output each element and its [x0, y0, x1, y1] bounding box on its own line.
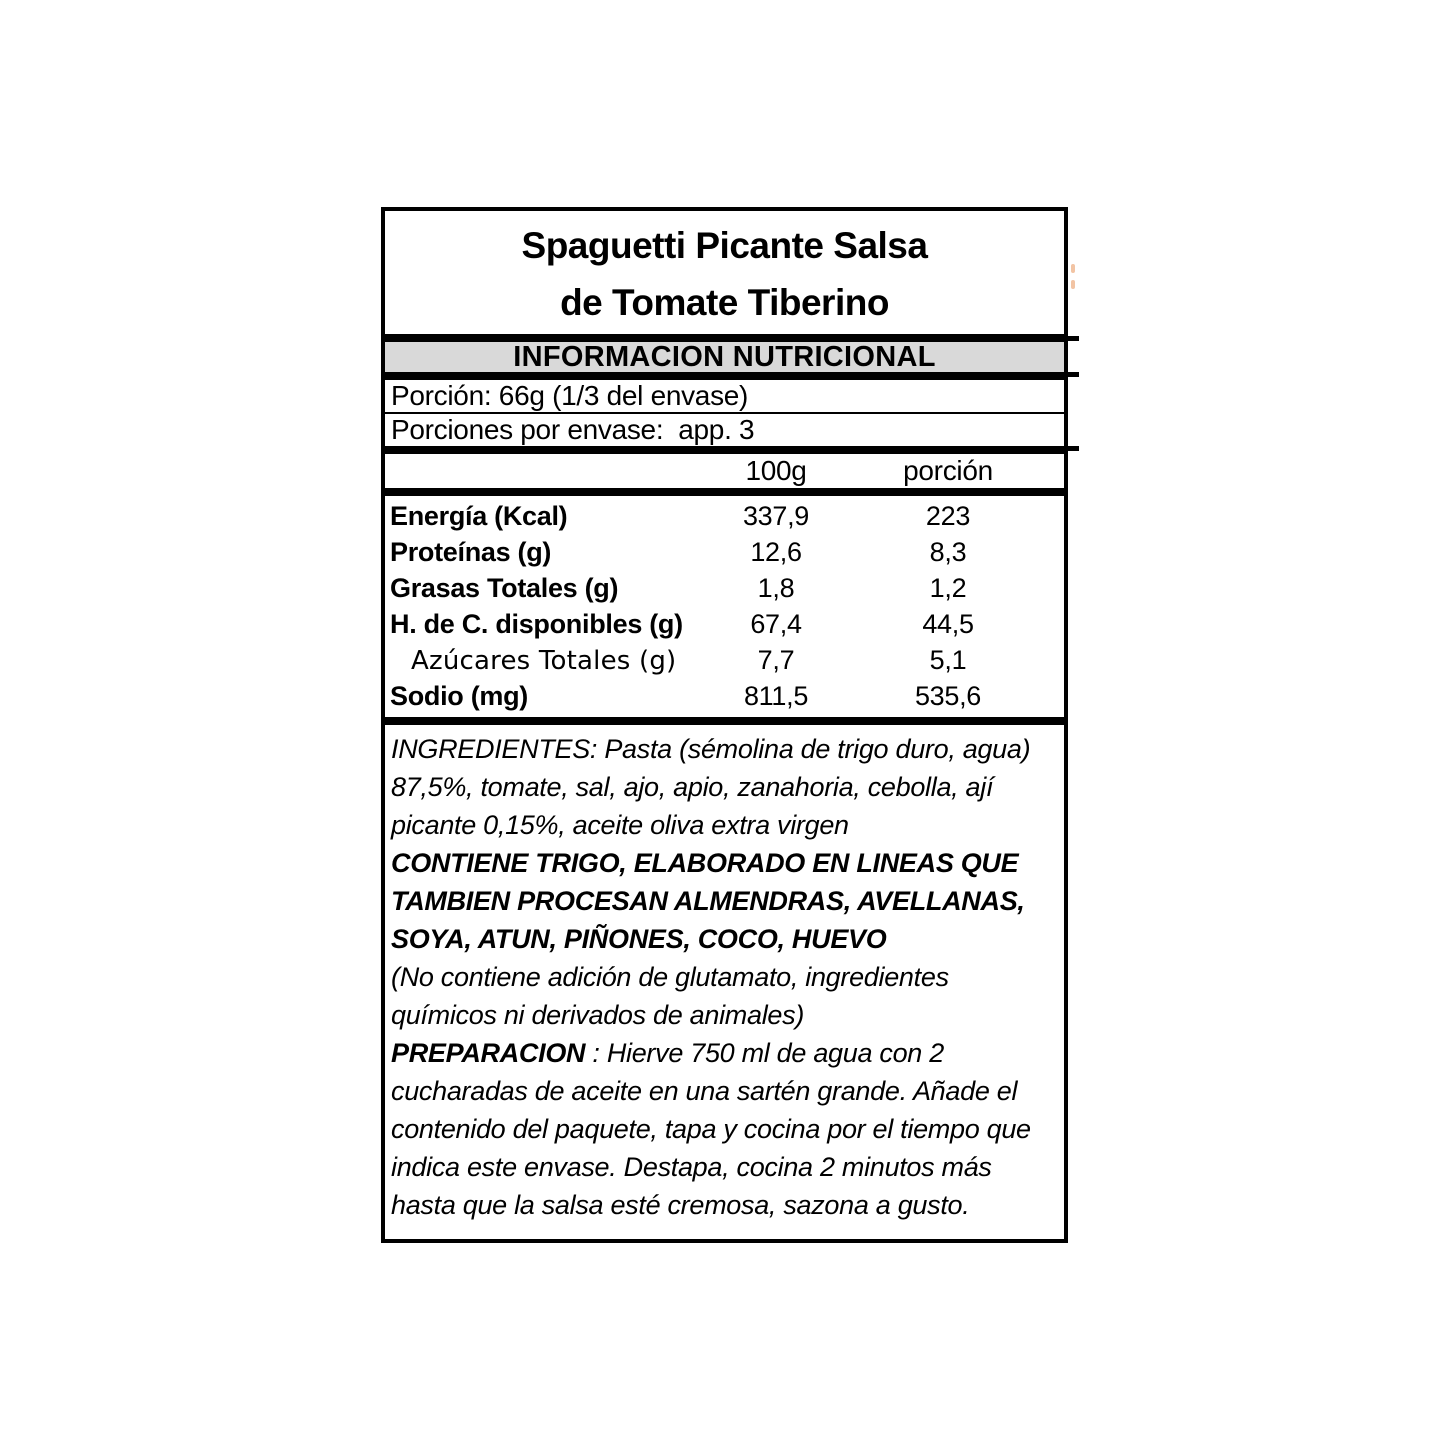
- nutrition-label: [381, 207, 1068, 1243]
- table-row: [385, 643, 1064, 679]
- serving-info: [381, 376, 1068, 450]
- nutrient-label: Energía (Kcal): [390, 500, 568, 531]
- column-header-100g: 100g: [745, 455, 807, 486]
- nutrient-value-portion: 1,2: [929, 572, 967, 603]
- nutrient-label: Proteínas (g): [390, 536, 552, 567]
- nutrient-value-100g: 7,7: [757, 645, 795, 676]
- nutrient-value-portion: 8,3: [929, 536, 967, 567]
- table-row: [385, 607, 1064, 643]
- table-row: [385, 679, 1064, 715]
- artifact-speck: [1071, 280, 1075, 289]
- column-header-portion: porción: [903, 455, 993, 486]
- nutrient-value-portion: 223: [925, 500, 971, 531]
- product-title-line2: de Tomate Tiberino: [560, 282, 889, 323]
- table-row: [385, 570, 1064, 606]
- nutrient-value-100g: 67,4: [750, 609, 802, 640]
- product-title-line1: Spaguetti Picante Salsa: [521, 225, 928, 266]
- nutrient-value-portion: 535,6: [914, 681, 982, 712]
- preparation-text: : Hierve 750 ml de agua con 2 cucharadas de aceite en una sartén grande. Añade el contenido del paquete, tapa y cocina por el tiempo que indica este envase. Destapa, cocina 2 minutos más hasta que la salsa esté cremosa, sazona a gusto.: [391, 1038, 1031, 1220]
- nutrition-facts-table: [381, 492, 1068, 721]
- nutrition-info-header: [381, 338, 1068, 376]
- allergens-paragraph: CONTIENE TRIGO, ELABORADO EN LINEAS QUE TAMBIEN PROCESAN ALMENDRAS, AVELLANAS, SOYA, ATUN, PIÑONES, COCO, HUEVO: [391, 848, 1025, 954]
- nutrient-label: Sodio (mg): [390, 681, 528, 712]
- additives-note-paragraph: (No contiene adición de glutamato, ingredientes químicos ni derivados de animales): [391, 962, 949, 1030]
- product-title: [381, 207, 1068, 338]
- nutrition-info-header-text: INFORMACION NUTRICIONAL: [513, 340, 936, 373]
- table-row: [385, 534, 1064, 570]
- preparation-label: PREPARACION: [391, 1038, 586, 1068]
- preparation-paragraph: [391, 1034, 1050, 1224]
- artifact-speck: [1071, 264, 1075, 273]
- nutrient-value-portion: 5,1: [929, 645, 967, 676]
- nutrient-value-100g: 1,8: [757, 572, 795, 603]
- serving-size-line: Porción: 66g (1/3 del envase): [385, 380, 1064, 414]
- ingredients-paragraph: INGREDIENTES: Pasta (sémolina de trigo duro, agua) 87,5%, tomate, sal, ajo, apio, zanahoria, cebolla, ají picante 0,15%, aceite oliva extra virgen: [391, 734, 1031, 840]
- nutrient-label-sub: Azúcares Totales (g): [411, 645, 677, 676]
- nutrient-value-100g: 811,5: [743, 681, 809, 712]
- nutrient-label: Grasas Totales (g): [390, 572, 619, 603]
- table-row: [385, 498, 1064, 534]
- border-tick: [1066, 336, 1079, 341]
- nutrient-value-100g: 12,6: [750, 536, 802, 567]
- border-tick: [1066, 446, 1079, 451]
- nutrient-value-portion: 44,5: [922, 609, 974, 640]
- servings-per-container-line: Porciones por envase: app. 3: [391, 414, 755, 445]
- table-column-headers: [381, 450, 1068, 492]
- nutrient-value-100g: 337,9: [742, 500, 810, 531]
- ingredients-section: [381, 721, 1068, 1243]
- nutrient-label: H. de C. disponibles (g): [390, 609, 683, 640]
- border-tick: [1066, 372, 1079, 377]
